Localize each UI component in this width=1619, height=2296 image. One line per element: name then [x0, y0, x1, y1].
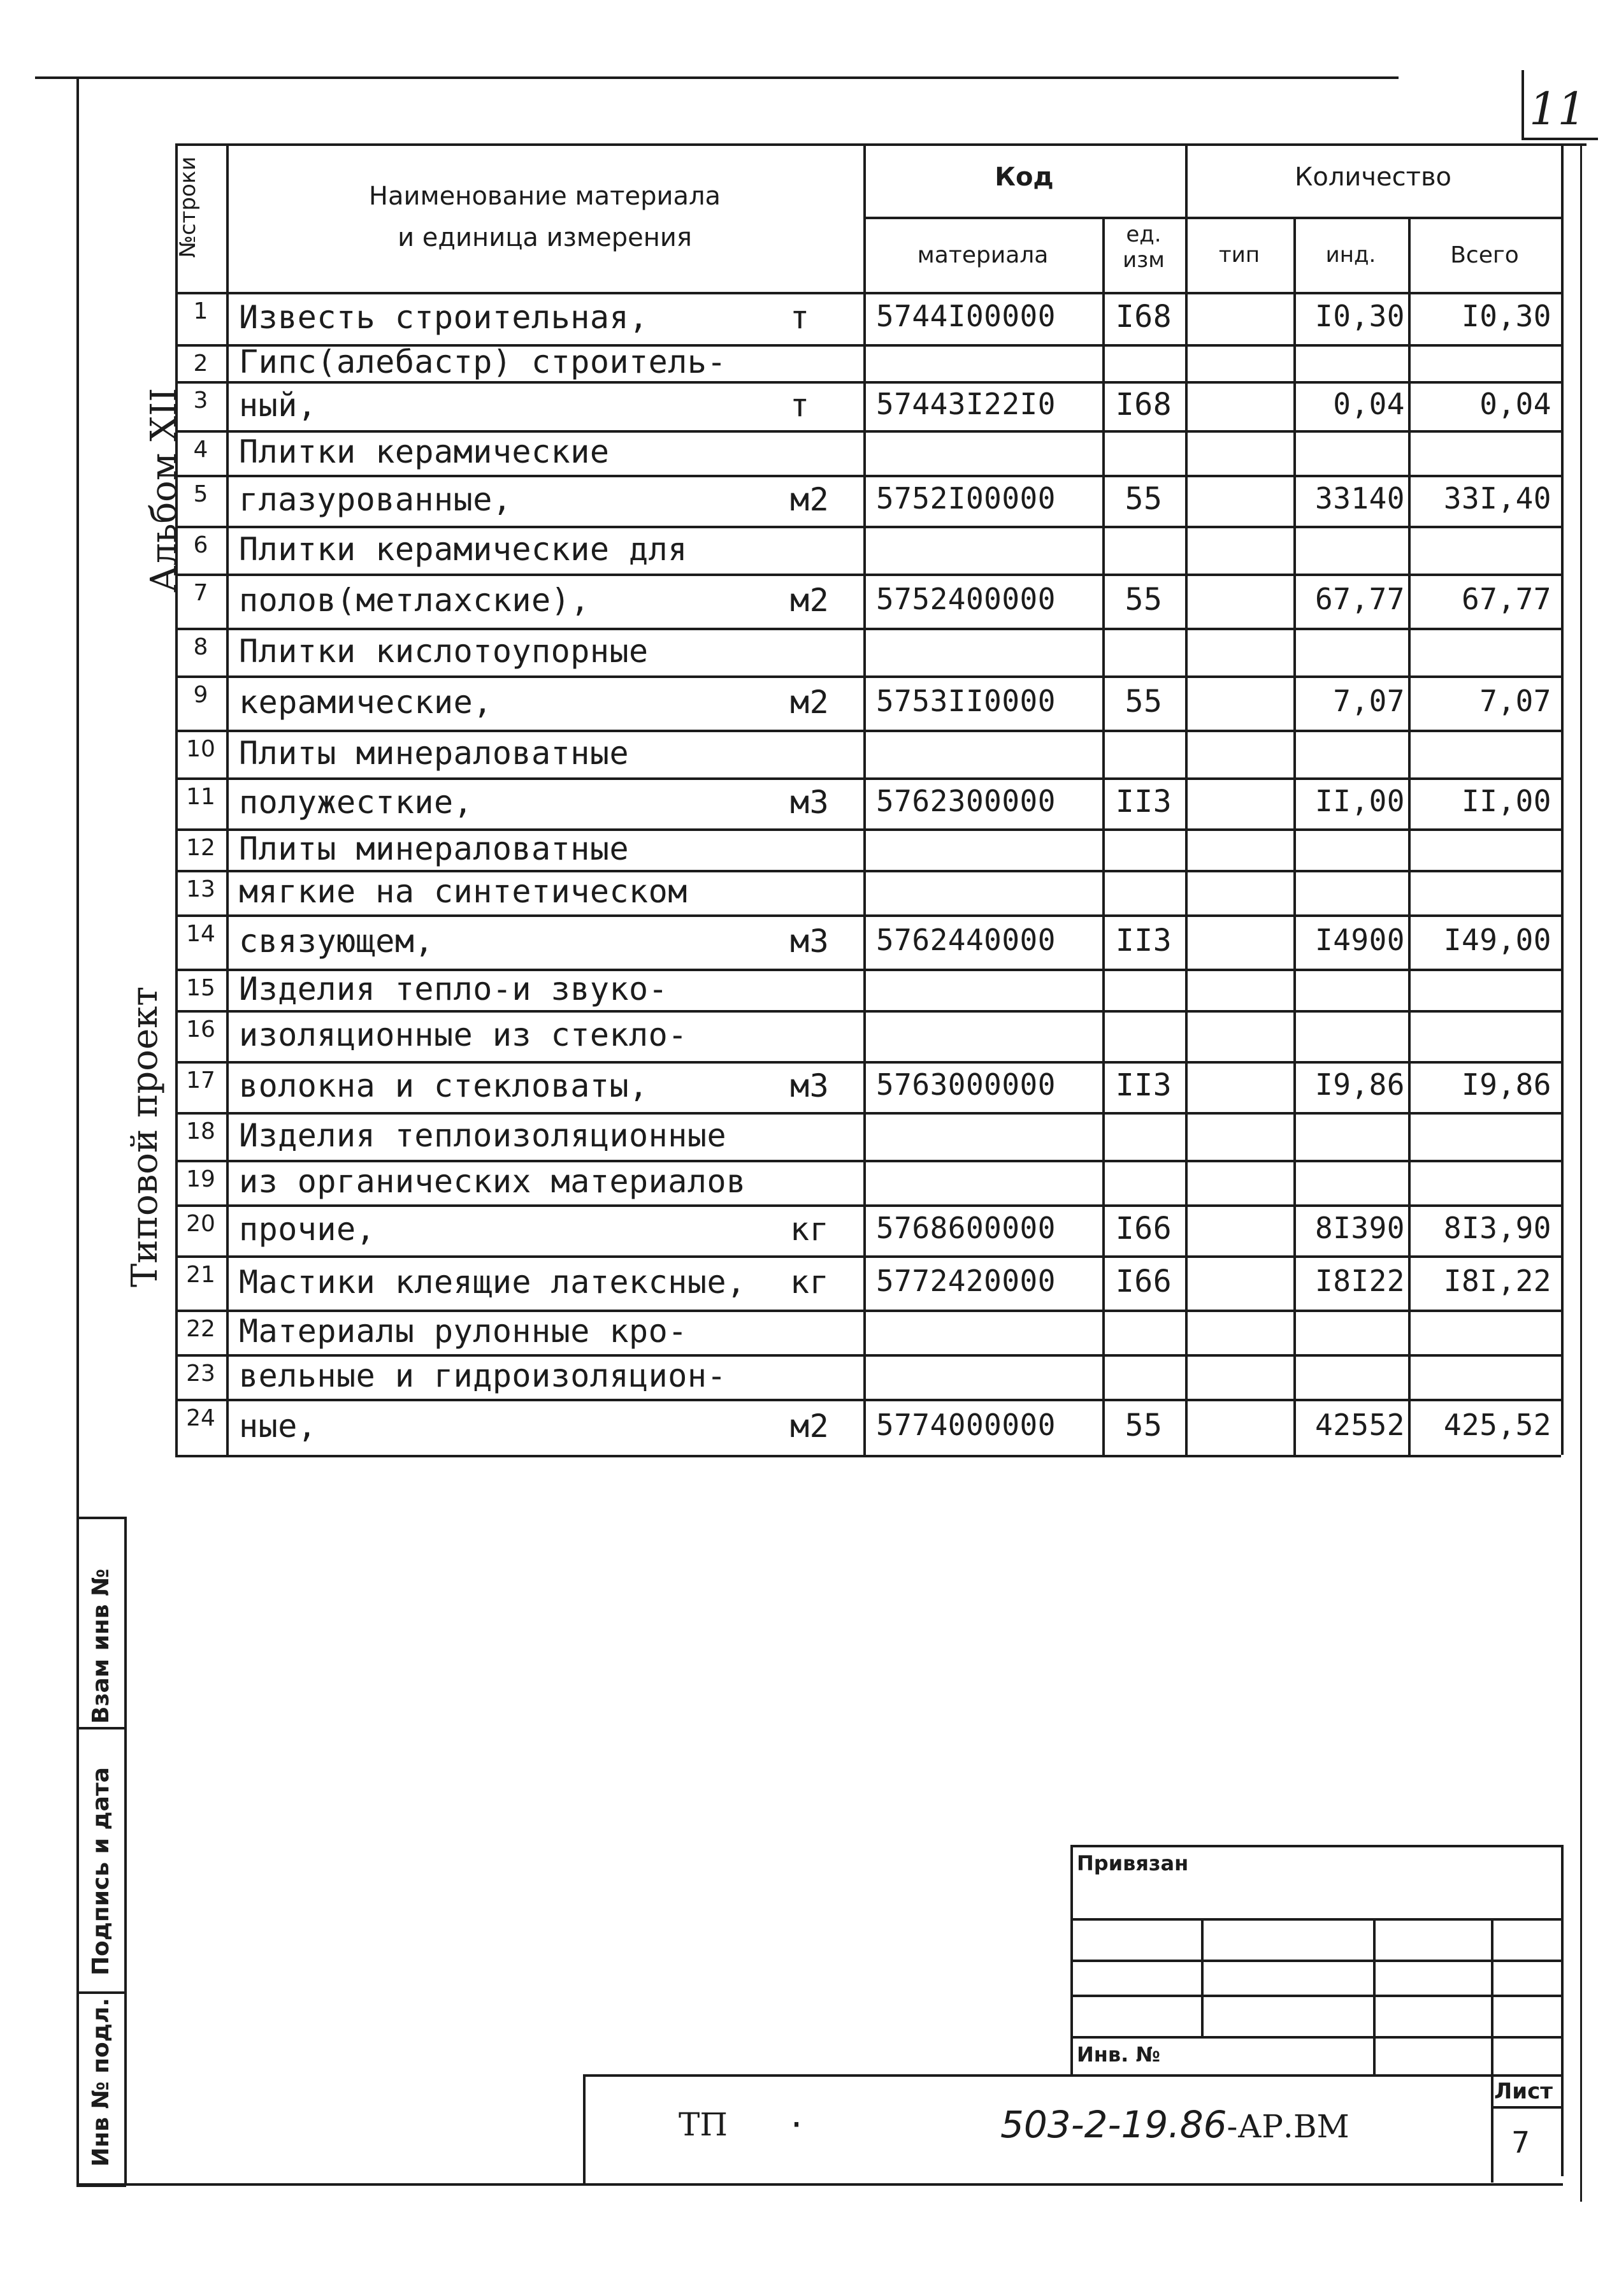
qty-total: I0,30: [1462, 299, 1551, 333]
row-line: [175, 475, 1561, 477]
material-name: прочие,: [239, 1211, 376, 1248]
material-name: мягкие на синтетическом: [239, 873, 687, 910]
material-name: вельные и гидроизоляцион-: [239, 1357, 727, 1394]
row-number: 3: [193, 387, 208, 414]
material-code: 5774000000: [876, 1408, 1056, 1442]
qty-total: 7,07: [1479, 683, 1551, 718]
row-number: 20: [186, 1211, 215, 1237]
material-name: Известь строительная,: [239, 299, 649, 336]
row-line: [175, 870, 1561, 872]
unit-code: II3: [1115, 1067, 1172, 1103]
row-line: [175, 730, 1561, 732]
row-number: 24: [186, 1405, 215, 1431]
material-unit: т: [790, 386, 810, 424]
side-label-album: Альбом XII: [143, 387, 185, 593]
row-line: [175, 381, 1561, 384]
material-unit: м2: [790, 581, 830, 619]
titleblock-line-5: [583, 2074, 1561, 2077]
material-code: 5768600000: [876, 1211, 1056, 1245]
titleblock-line-3: [1070, 1995, 1561, 1997]
stamp-list-label: Лист: [1494, 2079, 1553, 2104]
row-number: 7: [193, 580, 208, 606]
stamp-list-no: 7: [1511, 2125, 1530, 2160]
side-label-vzam: Взам инв №: [88, 1568, 114, 1724]
col-line: [1408, 217, 1411, 1455]
qty-ind: 42552: [1315, 1408, 1405, 1442]
titleblock-main-left: [583, 2074, 586, 2186]
material-code: 5762440000: [876, 922, 1056, 957]
qty-total: 67,77: [1462, 581, 1551, 616]
qty-ind: II,00: [1315, 784, 1405, 818]
row-line: [175, 1061, 1561, 1064]
material-name: из органических материалов: [239, 1163, 746, 1200]
titleblock-line-4: [1070, 2036, 1561, 2039]
qty-ind: I0,30: [1315, 299, 1405, 333]
row-line: [175, 675, 1561, 678]
row-line: [175, 1310, 1561, 1312]
unit-code: II3: [1115, 784, 1172, 819]
qty-total: II,00: [1462, 784, 1551, 818]
material-name: Плитки керамические: [239, 433, 610, 470]
row-line: [175, 1354, 1561, 1357]
row-line: [175, 777, 1561, 780]
row-line: [175, 628, 1561, 630]
qty-ind: I8I22: [1315, 1263, 1405, 1298]
qty-total: 8I3,90: [1443, 1211, 1551, 1245]
table-top-line: [175, 143, 1587, 146]
material-code: 5752400000: [876, 581, 1056, 616]
titleblock-bottom: [76, 2183, 1563, 2186]
side-label-inv-podl: Инв № подл.: [88, 1998, 114, 2167]
unit-code: I68: [1115, 299, 1172, 335]
stamp-col-right: [124, 1517, 127, 2186]
qty-total: I8I,22: [1443, 1263, 1551, 1298]
material-unit: м3: [790, 784, 830, 821]
material-name: изоляционные из стекло-: [239, 1016, 687, 1053]
page-mark: 11: [1529, 83, 1587, 135]
row-line: [175, 1160, 1561, 1162]
stamp-privyazan: Привязан: [1077, 1851, 1189, 1875]
row-number: 16: [186, 1016, 215, 1043]
qty-total: 0,04: [1479, 386, 1551, 421]
stamp-col-left: [76, 1517, 79, 2186]
unit-code: I68: [1115, 386, 1172, 422]
row-number: 21: [186, 1262, 215, 1288]
titleblock-line-2: [1070, 1960, 1561, 1962]
row-number: 6: [193, 532, 208, 558]
row-number: 4: [193, 437, 208, 463]
col-line: [863, 143, 866, 1455]
row-number: 2: [193, 350, 208, 377]
material-name: ные,: [239, 1408, 317, 1445]
header-code-unit-1: ед.: [1126, 222, 1162, 247]
qty-ind: 7,07: [1333, 683, 1405, 718]
stamp-inv-no: Инв. №: [1077, 2042, 1160, 2067]
material-code: 5762300000: [876, 784, 1056, 818]
row-number: 11: [186, 784, 215, 810]
row-line: [175, 1399, 1561, 1401]
header-name-line1: Наименование материала: [368, 182, 721, 211]
unit-code: 55: [1125, 581, 1163, 617]
header-code-unit-2: изм: [1123, 247, 1165, 273]
frame-top: [35, 76, 1399, 79]
row-line: [175, 292, 1561, 294]
row-line: [175, 1455, 1561, 1457]
corner-mark-vertical: [1522, 70, 1524, 140]
row-line: [175, 526, 1561, 528]
side-label-project: Типовой проект: [124, 986, 166, 1287]
qty-total: 33I,40: [1443, 481, 1551, 516]
header-qty-ind: инд.: [1325, 242, 1376, 268]
material-name: Изделия теплоизоляционные: [239, 1116, 727, 1154]
qty-ind: 0,04: [1333, 386, 1405, 421]
titleblock-list-line: [1491, 2106, 1561, 2109]
row-line: [175, 914, 1561, 917]
col-line: [1185, 143, 1188, 1455]
row-line: [175, 1112, 1561, 1115]
material-unit: м2: [790, 683, 830, 721]
material-unit: кг: [790, 1211, 830, 1248]
material-name: Плиты минераловатные: [239, 830, 630, 867]
col-line: [1293, 217, 1296, 1455]
material-name: керамические,: [239, 683, 493, 721]
titleblock-col-3: [1491, 1918, 1493, 2183]
table-header-mid-line: [863, 217, 1561, 219]
titleblock-line-1: [1070, 1918, 1561, 1921]
material-name: Плитки кислотоупорные: [239, 632, 649, 670]
header-qty-total: Всего: [1450, 242, 1519, 268]
stamp-sep-1: [76, 1517, 126, 1519]
row-line: [175, 1255, 1561, 1258]
unit-code: 55: [1125, 683, 1163, 719]
qty-ind: 67,77: [1315, 581, 1405, 616]
material-code: 5753II0000: [876, 683, 1056, 718]
header-code: Код: [995, 162, 1054, 192]
material-name: Плиты минераловатные: [239, 734, 630, 772]
material-name: глазурованные,: [239, 481, 512, 518]
row-number: 13: [186, 876, 215, 902]
header-quantity: Количество: [1294, 162, 1451, 192]
material-unit: м2: [790, 1408, 830, 1445]
header-code-material: материала: [917, 242, 1049, 268]
unit-code: 55: [1125, 1408, 1163, 1443]
row-number: 12: [186, 835, 215, 861]
material-code: 5763000000: [876, 1067, 1056, 1102]
row-number: 5: [193, 481, 208, 507]
material-unit: м3: [790, 1067, 830, 1104]
side-label-podpis: Подпись и дата: [88, 1767, 114, 1975]
material-unit: т: [790, 299, 810, 336]
row-number: 18: [186, 1118, 215, 1144]
corner-mark-horizontal: [1522, 138, 1598, 140]
unit-code: I66: [1115, 1263, 1172, 1299]
qty-ind: 8I390: [1315, 1211, 1405, 1245]
stamp-sep-2: [76, 1727, 126, 1729]
titleblock-col-1: [1201, 1918, 1204, 2036]
doc-suffix: -АР.ВМ: [1227, 2108, 1349, 2145]
row-number: 8: [193, 634, 208, 660]
material-unit: м3: [790, 922, 830, 960]
stamp-sep-3: [76, 1991, 126, 1994]
material-unit: м2: [790, 481, 830, 518]
stamp-tp: ТП: [679, 2106, 728, 2143]
titleblock-col-2: [1373, 1918, 1376, 2074]
row-number: 17: [186, 1067, 215, 1094]
row-line: [175, 430, 1561, 433]
material-name: ный,: [239, 386, 317, 424]
row-line: [175, 1010, 1561, 1013]
stamp-dot: ·: [787, 2106, 807, 2143]
unit-code: 55: [1125, 481, 1163, 517]
col-line: [175, 143, 178, 1455]
titleblock-right: [1561, 1845, 1564, 2176]
row-number: 19: [186, 1166, 215, 1192]
material-unit: кг: [790, 1263, 830, 1301]
header-qty-typ: тип: [1218, 242, 1260, 268]
qty-ind: 33140: [1315, 481, 1405, 516]
material-name: Мастики клеящие латексные,: [239, 1263, 746, 1301]
material-name: полов(метлахские),: [239, 581, 590, 619]
row-line: [175, 1204, 1561, 1207]
unit-code: II3: [1115, 922, 1172, 958]
material-code: 57443I22I0: [876, 386, 1056, 421]
material-code: 5772420000: [876, 1263, 1056, 1298]
row-number: 1: [193, 298, 208, 324]
row-number: 23: [186, 1361, 215, 1387]
row-number: 10: [186, 736, 215, 762]
row-number: 22: [186, 1316, 215, 1342]
col-line: [226, 143, 229, 1455]
titleblock-top: [1070, 1845, 1561, 1847]
row-number: 15: [186, 975, 215, 1001]
material-name: связующем,: [239, 922, 435, 960]
frame-right: [1580, 143, 1582, 2202]
unit-code: I66: [1115, 1211, 1172, 1246]
material-name: Материалы рулонные кро-: [239, 1313, 687, 1350]
material-name: волокна и стекловаты,: [239, 1067, 649, 1104]
row-line: [175, 574, 1561, 576]
material-name: Плитки керамические для: [239, 530, 687, 568]
qty-ind: I9,86: [1315, 1067, 1405, 1102]
doc-number: 503-2-19.86: [1000, 2103, 1227, 2146]
header-name-line2: и единица измерения: [398, 223, 692, 252]
stamp-doc-number: [1000, 2103, 1349, 2146]
qty-total: 425,52: [1443, 1408, 1551, 1442]
header-row-number: №строки: [175, 156, 201, 258]
row-number: 14: [186, 921, 215, 947]
row-number: 9: [193, 682, 208, 708]
material-name: полужесткие,: [239, 784, 473, 821]
col-line: [1561, 143, 1564, 1455]
qty-total: I9,86: [1462, 1067, 1551, 1102]
qty-total: I49,00: [1443, 922, 1551, 957]
material-name: Гипс(алебастр) строитель-: [239, 343, 727, 380]
material-name: Изделия тепло-и звуко-: [239, 970, 668, 1007]
material-code: 5752I00000: [876, 481, 1056, 516]
material-code: 5744I00000: [876, 299, 1056, 333]
qty-ind: I4900: [1315, 922, 1405, 957]
